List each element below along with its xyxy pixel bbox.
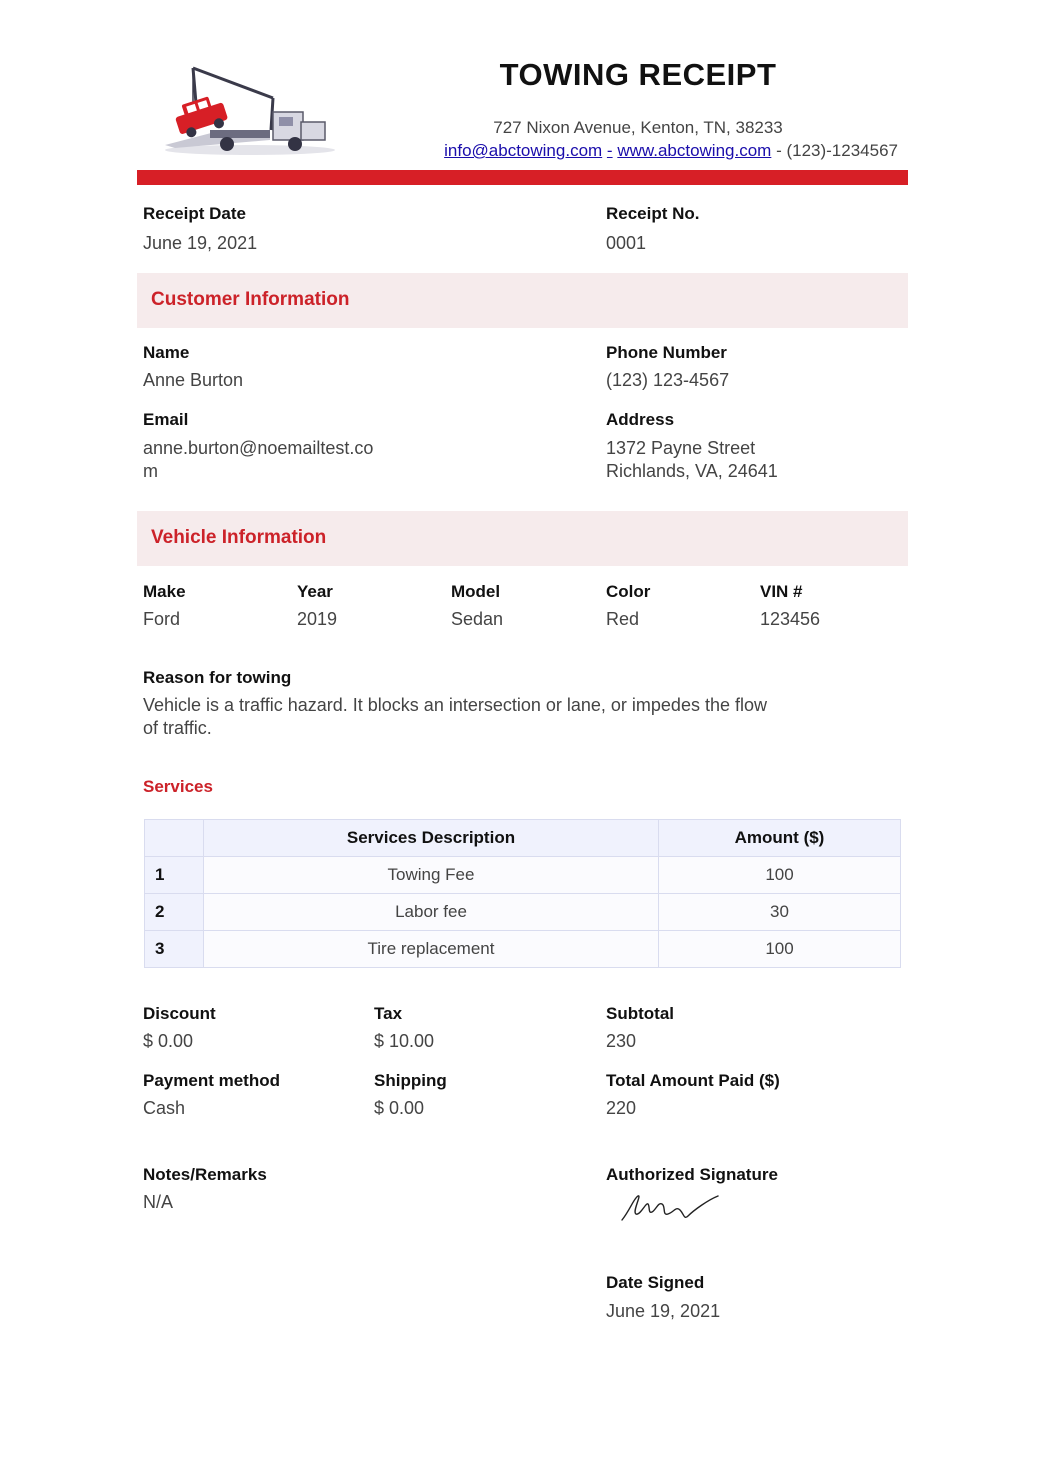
row-amount: 30 <box>659 894 901 931</box>
services-title: Services <box>143 777 213 796</box>
customer-email-label: Email <box>143 410 189 429</box>
email-link[interactable]: info@abctowing.com <box>444 141 603 160</box>
vehicle-make: Ford <box>143 609 181 629</box>
customer-phone-label: Phone Number <box>606 343 727 362</box>
reason-line1: Vehicle is a traffic hazard. It blocks an intersection or lane, or impedes the flow <box>143 695 767 715</box>
vehicle-model-label: Model <box>451 582 501 601</box>
col-number-header <box>145 820 204 857</box>
customer-phone: (123) 123-4567 <box>606 370 730 390</box>
receipt-date-label: Receipt Date <box>143 204 246 223</box>
header-divider <box>137 170 908 185</box>
vehicle-vin: 123456 <box>760 609 821 629</box>
subtotal-value: 230 <box>606 1031 637 1051</box>
vehicle-vin-label: VIN # <box>760 582 803 601</box>
row-description: Tire replacement <box>204 931 659 968</box>
signature-icon <box>618 1188 728 1228</box>
row-number: 2 <box>145 894 204 931</box>
tax-value: $ 10.00 <box>374 1031 435 1051</box>
table-header-row <box>145 820 901 857</box>
total-paid-value: 220 <box>606 1098 637 1118</box>
row-number: 1 <box>145 857 204 894</box>
vehicle-model: Sedan <box>451 609 504 629</box>
vehicle-year: 2019 <box>297 609 338 629</box>
date-signed-label: Date Signed <box>606 1273 705 1292</box>
company-contact <box>444 141 898 161</box>
date-signed-value: June 19, 2021 <box>606 1301 721 1321</box>
vehicle-color-label: Color <box>606 582 651 601</box>
row-description: Labor fee <box>204 894 659 931</box>
company-address: 727 Nixon Avenue, Kenton, TN, 38233 <box>493 118 783 137</box>
discount-value: $ 0.00 <box>143 1031 194 1051</box>
table-row <box>145 857 901 894</box>
tow-truck-icon <box>155 60 340 160</box>
payment-method-label: Payment method <box>143 1071 280 1090</box>
total-paid-label: Total Amount Paid ($) <box>606 1071 780 1090</box>
row-number: 3 <box>145 931 204 968</box>
vehicle-section-title: Vehicle Information <box>151 527 327 548</box>
vehicle-section-header <box>137 511 908 566</box>
shipping-label: Shipping <box>374 1071 447 1090</box>
company-phone: - (123)-1234567 <box>776 141 898 160</box>
customer-name: Anne Burton <box>143 370 244 390</box>
receipt-date: June 19, 2021 <box>143 233 258 253</box>
page-title: TOWING RECEIPT <box>499 57 777 92</box>
customer-email-line1: anne.burton@noemailtest.co <box>143 438 374 458</box>
shipping-value: $ 0.00 <box>374 1098 425 1118</box>
vehicle-year-label: Year <box>297 582 333 601</box>
discount-label: Discount <box>143 1004 216 1023</box>
link-separator[interactable]: - <box>606 141 613 160</box>
customer-address-label: Address <box>606 410 675 429</box>
col-amount-header: Amount ($) <box>659 820 901 857</box>
website-link[interactable]: www.abctowing.com <box>617 141 772 160</box>
notes-value: N/A <box>143 1192 174 1212</box>
customer-section-title: Customer Information <box>151 289 350 310</box>
reason-label: Reason for towing <box>143 668 292 687</box>
customer-email-line2: m <box>143 461 158 481</box>
signature-label: Authorized Signature <box>606 1165 778 1184</box>
vehicle-make-label: Make <box>143 582 186 601</box>
services-table <box>144 819 901 968</box>
row-amount: 100 <box>659 931 901 968</box>
customer-name-label: Name <box>143 343 190 362</box>
receipt-no: 0001 <box>606 233 647 253</box>
customer-address-line1: 1372 Payne Street <box>606 438 756 458</box>
row-amount: 100 <box>659 857 901 894</box>
receipt-no-label: Receipt No. <box>606 204 700 223</box>
reason-line2: of traffic. <box>143 718 212 738</box>
payment-method-value: Cash <box>143 1098 186 1118</box>
tax-label: Tax <box>374 1004 403 1023</box>
customer-address-line2: Richlands, VA, 24641 <box>606 461 778 481</box>
row-description: Towing Fee <box>204 857 659 894</box>
notes-label: Notes/Remarks <box>143 1165 267 1184</box>
vehicle-color: Red <box>606 609 640 629</box>
table-row <box>145 931 901 968</box>
col-description-header: Services Description <box>204 820 659 857</box>
subtotal-label: Subtotal <box>606 1004 674 1023</box>
table-row <box>145 894 901 931</box>
customer-section-header <box>137 273 908 328</box>
